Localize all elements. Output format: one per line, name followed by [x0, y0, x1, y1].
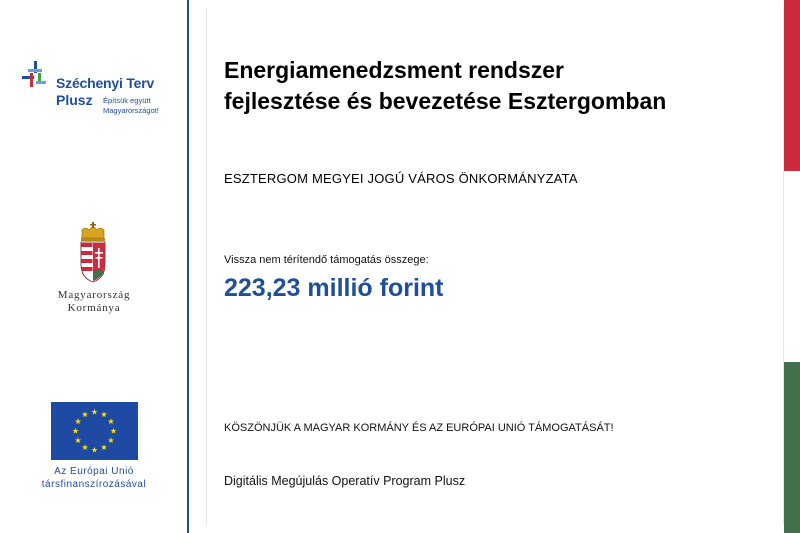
flag-red-stripe — [784, 0, 800, 171]
szechenyi-logo — [20, 59, 180, 121]
government-line-1: Magyarország — [57, 289, 131, 301]
program-name: Digitális Megújulás Operatív Program Plusz — [224, 474, 466, 488]
project-title — [224, 55, 774, 117]
szechenyi-tagline-2: Magyarországot! — [103, 106, 159, 115]
eu-line-1: Az Európai Unió — [54, 466, 134, 477]
grant-label: Vissza nem térítendő támogatás összege: — [224, 254, 429, 266]
blue-divider — [187, 0, 189, 533]
szechenyi-plusz: Plusz — [56, 92, 93, 108]
szechenyi-tagline-1: Építsük együtt — [103, 96, 151, 105]
eu-flag-icon — [51, 402, 138, 460]
szechenyi-title: Széchenyi Terv — [56, 75, 155, 91]
hungarian-crest-icon — [78, 222, 108, 284]
flag-green-stripe — [784, 362, 800, 533]
grant-amount: 223,23 millió forint — [224, 274, 444, 302]
content-left-border — [206, 8, 207, 525]
project-title-line-2: fejlesztése és bevezetése Esztergomban — [224, 88, 667, 114]
eu-line-2: társfinanszírozásával — [41, 479, 147, 490]
szechenyi-cross-icon — [20, 59, 56, 95]
project-title-line-1: Energiamenedzsment rendszer — [224, 57, 565, 83]
thanks-text: KÖSZÖNJÜK A MAGYAR KORMÁNY ÉS AZ EURÓPAI UNIÓ TÁMOGATÁSÁT! — [224, 422, 614, 434]
beneficiary-name: ESZTERGOM MEGYEI JOGÚ VÁROS ÖNKORMÁNYZATA — [224, 171, 578, 186]
government-line-2: Kormánya — [67, 302, 121, 314]
